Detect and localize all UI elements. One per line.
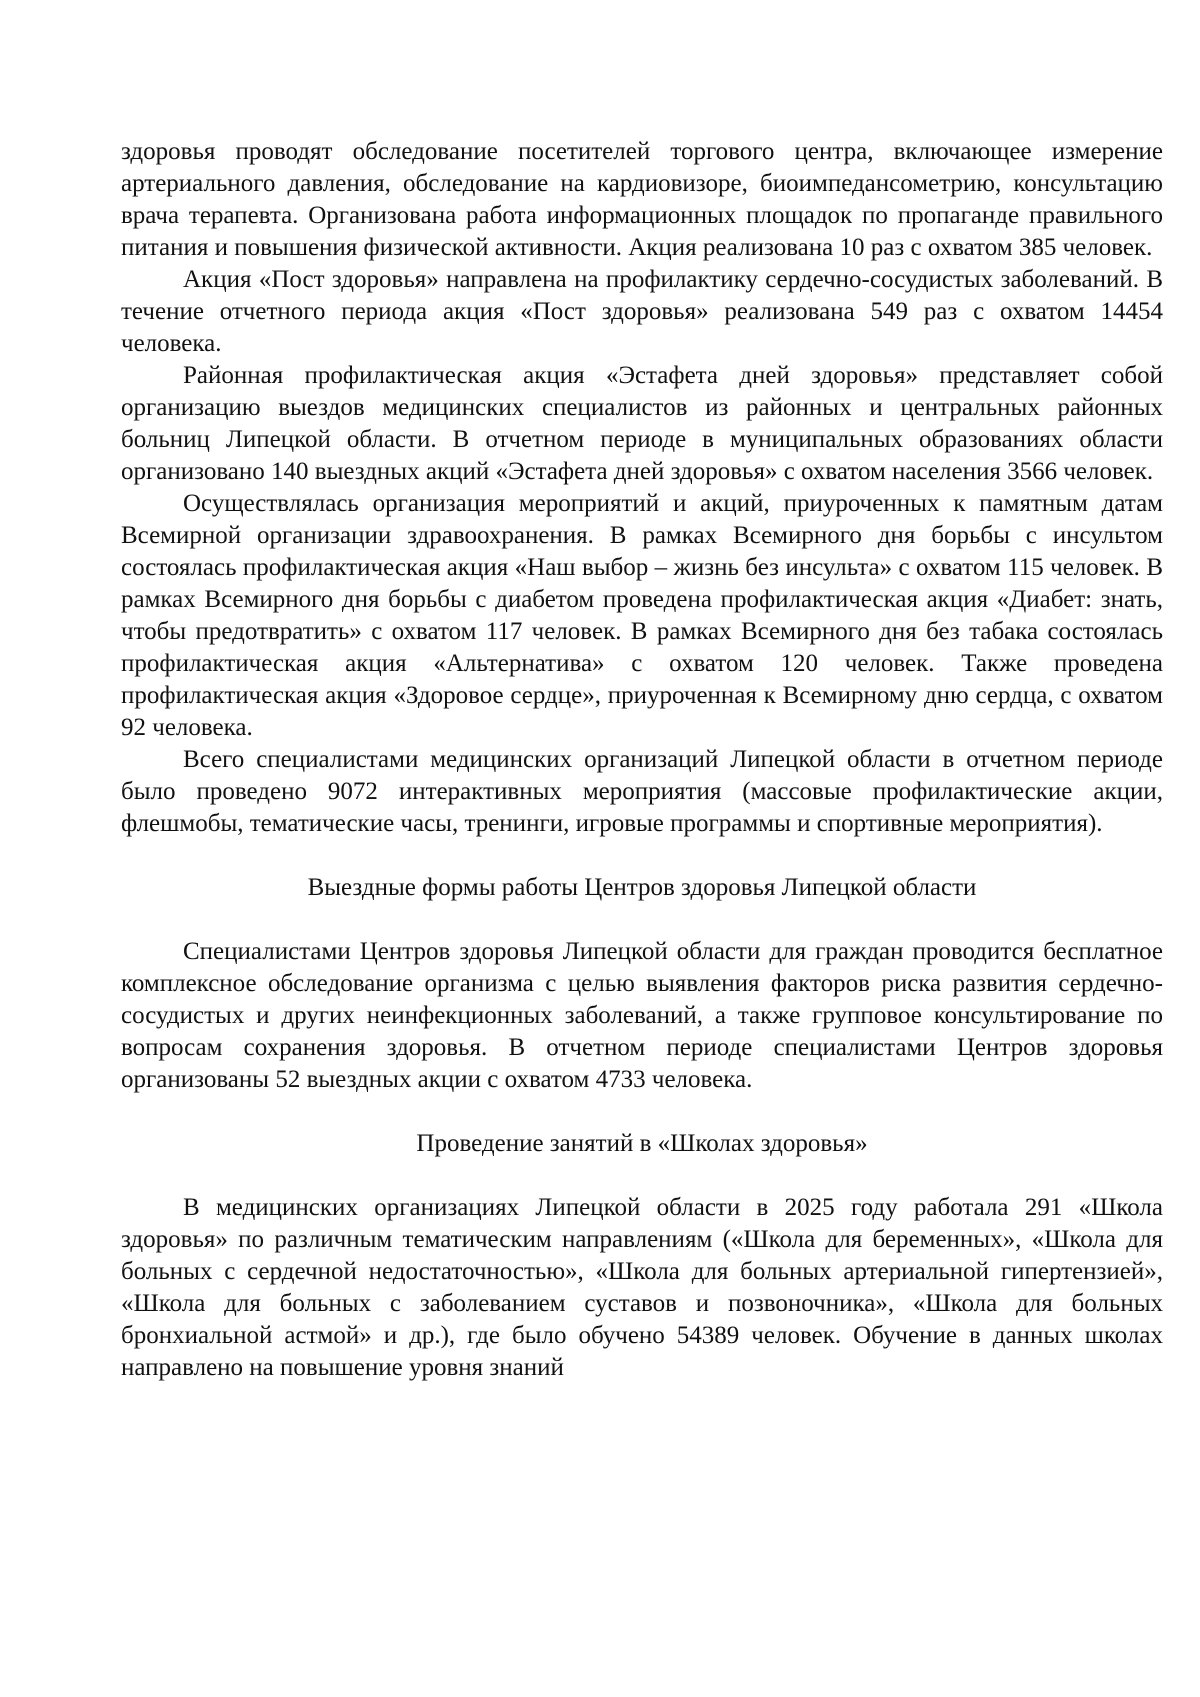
- paragraph-who-memorable-dates: Осуществлялась организация мероприятий и акций, приуроченных к памятным датам Всемирной организации здравоохранения. В рамках Всемирного дня борьбы с инсультом состоялась профилактическая акция «Наш выбор – жизнь без инсульта» с охватом 115 человек. В рамках Всемирного дня борьбы с диабетом проведена профилактическая акция «Диабет: знать, чтобы предотвратить» с охватом 117 человек. В рамках Всемирного дня без табака состоялась профилактическая акция «Альтернатива» с охватом 120 человек. Также проведена профилактическая акция «Здоровое сердце», приуроченная к Всемирному дню сердца, с охватом 92 человека.: [121, 490, 1163, 741]
- paragraph-health-center-survey: здоровья проводят обследование посетителей торгового центра, включающее измерение артериального давления, обследование на кардиовизоре, биоимпедансометрию, консультацию врача терапевта. Организована работа информационных площадок по пропаганде правильного питания и повышения физической активности. Акция реализована 10 раз с охватом 385 человек.: [121, 138, 1163, 261]
- spacer: [121, 1096, 1163, 1128]
- paragraph-interactive-events-total: Всего специалистами медицинских организаций Липецкой области в отчетном периоде было проведено 9072 интерактивных мероприятия (массовые профилактические акции, флешмобы, тематические часы, тренинги, игровые программы и спортивные мероприятия).: [121, 746, 1163, 837]
- document-body: [121, 136, 1163, 1384]
- spacer: [121, 904, 1163, 936]
- paragraph-health-schools: В медицинских организациях Липецкой области в 2025 году работала 291 «Школа здоровья» по различным тематическим направлениям («Школа для беременных», «Школа для больных с сердечной недостаточностью», «Школа для больных артериальной гипертензией», «Школа для больных с заболеванием суставов и позвоночника», «Школа для больных бронхиальной астмой» и др.), где было обучено 54389 человек. Обучение в данных школах направлено на повышение уровня знаний: [121, 1194, 1163, 1381]
- paragraph-health-post: Акция «Пост здоровья» направлена на профилактику сердечно-сосудистых заболеваний. В течение отчетного периода акция «Пост здоровья» реализована 549 раз с охватом 14454 человека.: [121, 266, 1163, 357]
- paragraph-health-days-relay: Районная профилактическая акция «Эстафета дней здоровья» представляет собой организацию выездов медицинских специалистов из районных и центральных районных больниц Липецкой области. В отчетном периоде в муниципальных образованиях области организовано 140 выездных акций «Эстафета дней здоровья» с охватом населения 3566 человек.: [121, 362, 1163, 485]
- section-heading-outreach: Выездные формы работы Центров здоровья Липецкой области: [307, 874, 977, 901]
- spacer: [121, 840, 1163, 872]
- section-heading-health-schools: Проведение занятий в «Школах здоровья»: [416, 1130, 868, 1157]
- paragraph-outreach-work: Специалистами Центров здоровья Липецкой области для граждан проводится бесплатное комплексное обследование организма с целью выявления факторов риска развития сердечно-сосудистых и других неинфекционных заболеваний, а также групповое консультирование по вопросам сохранения здоровья. В отчетном периоде специалистами Центров здоровья организованы 52 выездных акции с охватом 4733 человека.: [121, 938, 1163, 1093]
- spacer: [121, 1160, 1163, 1192]
